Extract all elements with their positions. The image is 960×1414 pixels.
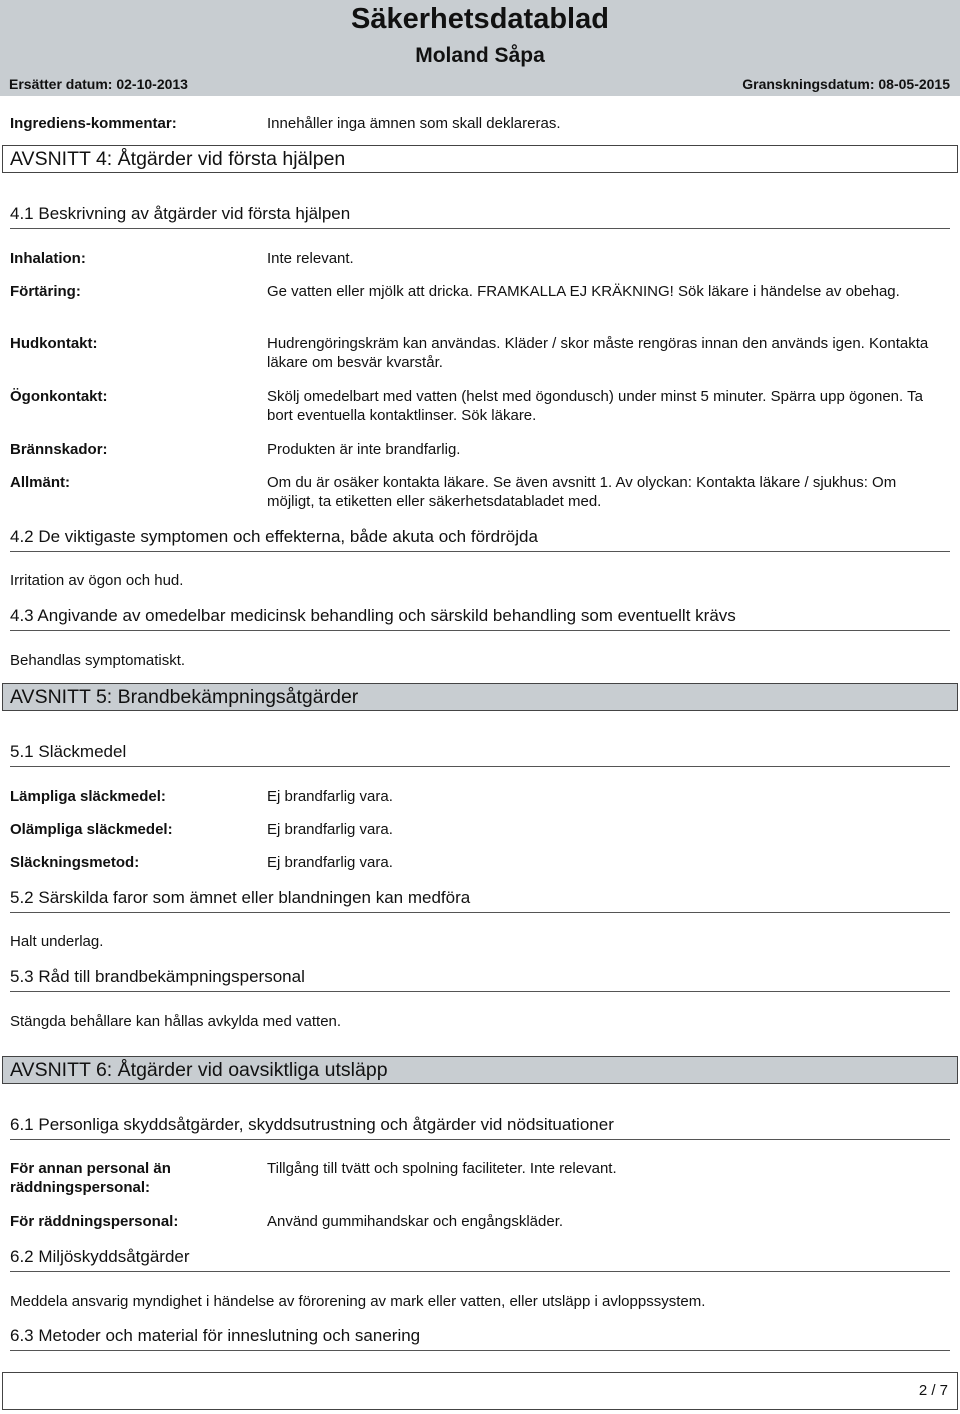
subsection-4-1-title: 4.1 Beskrivning av åtgärder vid första hjälpen <box>10 204 351 223</box>
subsection-6-3-title: 6.3 Metoder och material för inneslutning och sanering <box>10 1326 421 1345</box>
emergency-responders-label: För räddningspersonal: <box>10 1213 179 1230</box>
subsection-4-2 <box>10 526 950 552</box>
subsection-6-2 <box>10 1246 950 1272</box>
subsection-4-3 <box>10 605 950 631</box>
review-date: Granskningsdatum: 08-05-2015 <box>742 76 950 92</box>
burns-value: Produkten är inte brandfarlig. <box>267 441 461 458</box>
section-5-banner <box>2 683 958 711</box>
subsection-5-1 <box>10 741 950 767</box>
eye-contact-value: Skölj omedelbart med vatten (helst med ögondusch) under minst 5 minuter. Spärra upp ögonen. Ta bort eventuella kontaktlinser. Sök läkare. <box>267 388 923 424</box>
general-label: Allmänt: <box>10 474 70 491</box>
subsection-6-1 <box>10 1114 950 1140</box>
page-footer <box>2 1372 958 1410</box>
skin-contact-value: Hudrengöringskräm kan användas. Kläder / skor måste rengöras innan den används igen. Kontakta läkare om besvär kvarstår. <box>267 335 929 371</box>
inhalation-value: Inte relevant. <box>267 250 354 267</box>
subsection-6-2-text: Meddela ansvarig myndighet i händelse av förorening av mark eller vatten, eller utsläpp i avloppssystem. <box>10 1293 706 1310</box>
ingredients-comment-value: Innehåller inga ämnen som skall deklareras. <box>267 115 561 132</box>
subsection-6-1-title: 6.1 Personliga skyddsåtgärder, skyddsutrustning och åtgärder vid nödsituationer <box>10 1115 614 1134</box>
section-6-title: AVSNITT 6: Åtgärder vid oavsiktliga utsläpp <box>10 1059 388 1081</box>
section-5-title: AVSNITT 5: Brandbekämpningsåtgärder <box>10 686 359 708</box>
subsection-5-2-text: Halt underlag. <box>10 933 104 950</box>
extinguishing-method-label: Släckningsmetod: <box>10 854 140 871</box>
subsection-6-3 <box>10 1325 950 1351</box>
skin-contact-label: Hudkontakt: <box>10 335 98 352</box>
replaces-date: Ersätter datum: 02-10-2013 <box>9 76 188 92</box>
subsection-5-3 <box>10 966 950 992</box>
suitable-extinguishing-value: Ej brandfarlig vara. <box>267 788 393 805</box>
page-number: 2 / 7 <box>918 1382 948 1399</box>
subsection-4-2-text: Irritation av ögon och hud. <box>10 572 184 589</box>
ingredients-comment-label: Ingrediens-kommentar: <box>10 115 177 132</box>
ingestion-value: Ge vatten eller mjölk att dricka. FRAMKALLA EJ KRÄKNING! Sök läkare i händelse av obehag. <box>267 283 900 300</box>
unsuitable-extinguishing-label: Olämpliga släckmedel: <box>10 821 173 838</box>
subsection-6-2-title: 6.2 Miljöskyddsåtgärder <box>10 1247 190 1266</box>
eye-contact-label: Ögonkontakt: <box>10 388 108 405</box>
subsection-5-1-title: 5.1 Släckmedel <box>10 742 127 761</box>
subsection-5-2 <box>10 887 950 913</box>
product-name: Moland Såpa <box>415 44 545 67</box>
section-4-title: AVSNITT 4: Åtgärder vid första hjälpen <box>10 148 346 170</box>
unsuitable-extinguishing-value: Ej brandfarlig vara. <box>267 821 393 838</box>
subsection-5-3-title: 5.3 Råd till brandbekämpningspersonal <box>10 967 305 986</box>
ingestion-label: Förtäring: <box>10 283 81 300</box>
subsection-4-3-text: Behandlas symptomatiskt. <box>10 652 186 669</box>
general-value: Om du är osäker kontakta läkare. Se även avsnitt 1. Av olyckan: Kontakta läkare / sjukhus: Om möjligt, ta etiketten eller säkerhetsdatabladet med. <box>267 474 897 510</box>
non-emergency-personnel-value: Tillgång till tvätt och spolning faciliteter. Inte relevant. <box>267 1160 617 1177</box>
inhalation-label: Inhalation: <box>10 250 86 267</box>
document-header <box>0 0 960 96</box>
subsection-4-3-title: 4.3 Angivande av omedelbar medicinsk behandling och särskild behandling som eventuellt krävs <box>10 606 736 625</box>
document-title: Säkerhetsdatablad <box>351 3 609 35</box>
burns-label: Brännskador: <box>10 441 108 458</box>
suitable-extinguishing-label: Lämpliga släckmedel: <box>10 788 166 805</box>
subsection-5-3-text: Stängda behållare kan hållas avkylda med vatten. <box>10 1013 342 1030</box>
extinguishing-method-value: Ej brandfarlig vara. <box>267 854 393 871</box>
emergency-responders-value: Använd gummihandskar och engångskläder. <box>267 1213 564 1230</box>
section-6-banner <box>2 1056 958 1084</box>
subsection-4-2-title: 4.2 De viktigaste symptomen och effekterna, både akuta och fördröjda <box>10 527 538 546</box>
section-4-banner <box>2 145 958 173</box>
subsection-4-1 <box>10 203 950 229</box>
subsection-5-2-title: 5.2 Särskilda faror som ämnet eller blandningen kan medföra <box>10 888 471 907</box>
non-emergency-personnel-label: För annan personal än räddningspersonal: <box>10 1160 171 1196</box>
